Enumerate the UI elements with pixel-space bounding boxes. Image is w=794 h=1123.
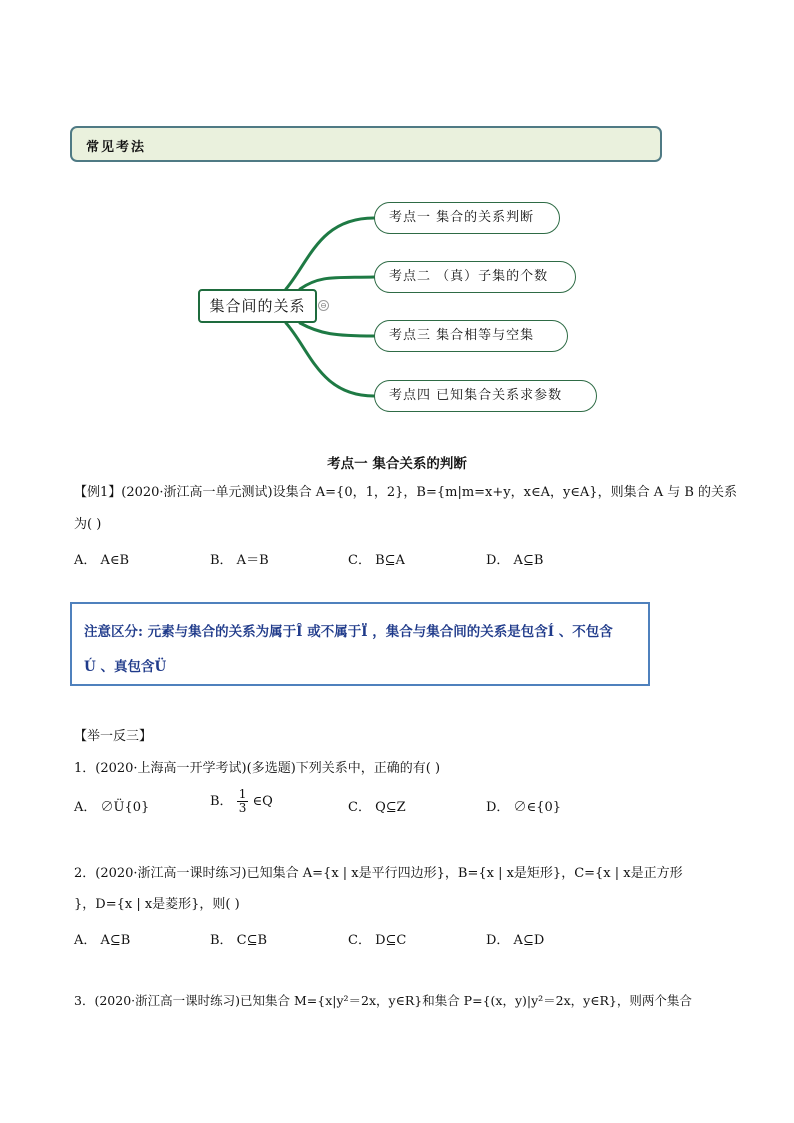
fraction-numerator: 1 bbox=[238, 787, 247, 801]
section-header-label: 常见考法 bbox=[86, 140, 147, 155]
practice-header: 【举一反三】 bbox=[74, 729, 153, 744]
note-box bbox=[70, 602, 650, 686]
fraction bbox=[237, 788, 249, 815]
mindmap-node-3[interactable]: 考点三 集合相等与空集 bbox=[374, 320, 568, 352]
example1-line2: 为( ) bbox=[74, 517, 102, 532]
q2-option-b: B． C⊆B bbox=[210, 933, 268, 948]
q2-option-c: C． D⊆C bbox=[348, 933, 407, 948]
q1-option-b bbox=[210, 788, 273, 815]
q1-option-b-suffix: ∈Q bbox=[252, 794, 273, 809]
note-line1: 注意区分: 元素与集合的关系为属于Î 或不属于Ï ，集合与集合间的关系是包含Í 、不包含 bbox=[84, 624, 613, 640]
q1-option-d: D． ∅∈{0} bbox=[486, 800, 561, 815]
example1-option-d: D． A⊆B bbox=[486, 553, 544, 568]
mindmap-node-1[interactable]: 考点一 集合的关系判断 bbox=[374, 202, 560, 234]
topic-title: 考点一 集合关系的判断 bbox=[327, 456, 467, 472]
q2-line2: }，D={x | x是菱形}，则( ) bbox=[74, 897, 240, 912]
q3-line1: 3．(2020·浙江高一课时练习)已知集合 M={x|y²＝2x，y∈R}和集合 P={(x，y)|y²＝2x，y∈R}，则两个集合 bbox=[74, 993, 692, 1008]
mindmap-node-2[interactable]: 考点二 （真）子集的个数 bbox=[374, 261, 576, 293]
q1-option-b-prefix: B． bbox=[210, 794, 233, 809]
connector-2 bbox=[300, 277, 374, 289]
q1-option-c: C． Q⊆Z bbox=[348, 800, 406, 815]
q1-option-a: A． ∅Ü{0} bbox=[74, 800, 150, 815]
example1-option-c: C． B⊆A bbox=[348, 553, 405, 568]
note-line2: Ú 、真包含Ü bbox=[84, 659, 167, 675]
q2-line1: 2．(2020·浙江高一课时练习)已知集合 A={x | x是平行四边形}，B={x | x是矩形}，C={x | x是正方形 bbox=[74, 866, 683, 881]
q1-stem: 1．(2020·上海高一开学考试)(多选题)下列关系中，正确的有( ) bbox=[74, 761, 441, 776]
example1-option-b: B． A＝B bbox=[210, 553, 269, 568]
q2-option-a: A． A⊆B bbox=[74, 933, 131, 948]
mindmap-node-4[interactable]: 考点四 已知集合关系求参数 bbox=[374, 380, 597, 412]
mindmap-center-node[interactable]: 集合间的关系 bbox=[198, 289, 317, 323]
collapse-icon[interactable]: ⊖ bbox=[318, 300, 329, 311]
fraction-denominator: 3 bbox=[238, 801, 247, 815]
example1-option-a: A． A∈B bbox=[74, 553, 130, 568]
connector-3 bbox=[300, 323, 374, 336]
example1-line1: 【例1】(2020·浙江高一单元测试)设集合 A={0，1，2}，B={m|m=x+y，x∈A，y∈A}，则集合 A 与 B 的关系 bbox=[74, 485, 738, 500]
q2-option-d: D． A⊆D bbox=[486, 933, 545, 948]
